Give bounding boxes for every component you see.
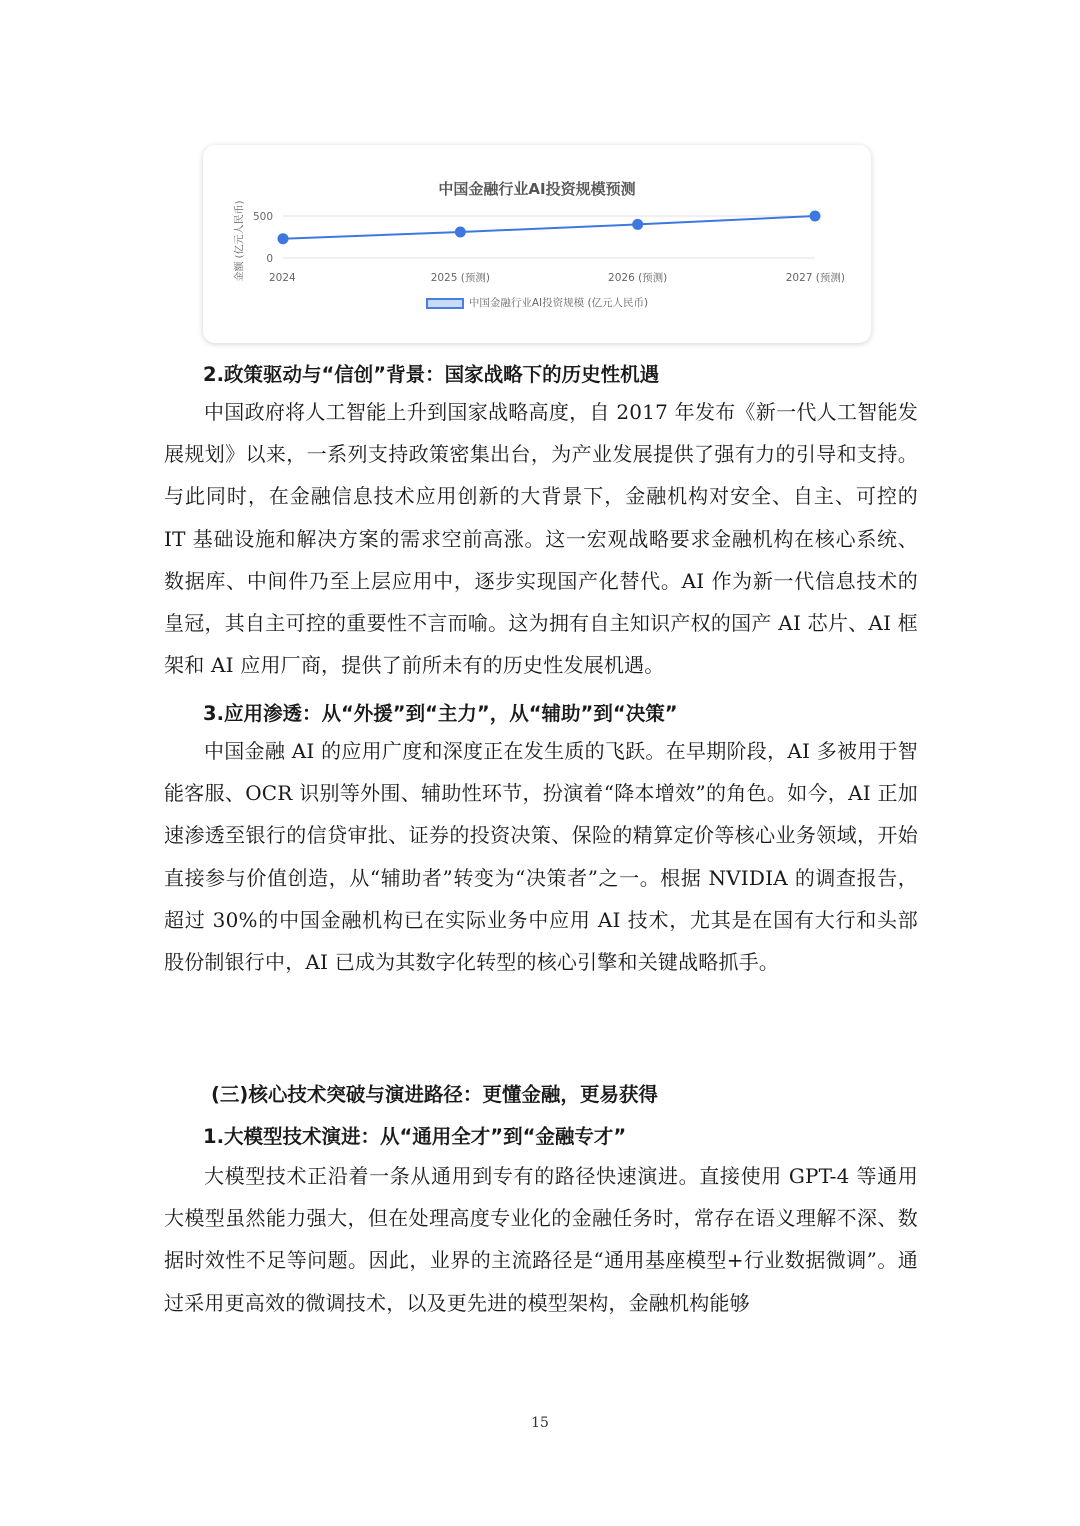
x-tick-label: 2026 (预测) <box>608 272 668 284</box>
page-number: 15 <box>531 1415 549 1431</box>
data-point <box>455 226 466 237</box>
chart-plot <box>203 145 871 343</box>
data-point <box>278 233 289 244</box>
y-tick-label: 500 <box>252 211 273 224</box>
x-tick-label: 2027 (预测) <box>785 272 845 284</box>
x-tick-label: 2025 (预测) <box>430 272 490 284</box>
paragraph-model-evolution: 大模型技术正沿着一条从通用到专有的路径快速演进。直接使用 GPT-4 等通用大模型虽然能力强大，但在处理高度专业化的金融任务时，常存在语义理解不深、数据时效性不足等问题。因此，业界的主流路径是“通用基座模型+行业数据微调”。通过采用更高效的微调技术，以及更先进的模型架构，金融机构能够 <box>164 1164 918 1315</box>
legend-label: 中国金融行业AI投资规模 (亿元人民币) <box>468 297 649 309</box>
series-line <box>283 216 815 239</box>
paragraph-policy: 中国政府将人工智能上升到国家战略高度，自 2017 年发布《新一代人工智能发展规划》以来，一系列支持政策密集出台，为产业发展提供了强有力的引导和支持。与此同时，在金融信息技术应用创新的大背景下，金融机构对安全、自主、可控的 IT 基础设施和解决方案的需求空前高涨。这一宏观战略要求金融机构在核心系统、数据库、中间件乃至上层应用中，逐步实现国产化替代。AI 作为新一代信息技术的皇冠，其自主可控的重要性不言而喻。这为拥有自主知识产权的国产 AI 芯片、AI 框架和 AI 应用厂商，提供了前所未有的历史性发展机遇。 <box>164 400 918 678</box>
chart-legend[interactable] <box>203 295 871 310</box>
heading-core-tech: (三)核心技术突破与演进路径：更懂金融，更易获得 <box>211 1083 658 1106</box>
chart-title: 中国金融行业AI投资规模预测 <box>438 180 636 198</box>
data-point <box>632 219 643 230</box>
data-point <box>810 211 821 222</box>
heading-application: 3.应用渗透：从“外援”到“主力”，从“辅助”到“决策” <box>203 702 678 725</box>
chart-card: 中国金融行业AI投资规模预测 金额 (亿元人民币) 0 500 2024 2025 (预测) 2026 (预测) 2027 (预测) 中国金融行业AI投资规模 (亿元人民币) <box>203 145 871 343</box>
x-tick-label: 2024 <box>269 272 296 284</box>
paragraph-application: 中国金融 AI 的应用广度和深度正在发生质的飞跃。在早期阶段，AI 多被用于智能客服、OCR 识别等外围、辅助性环节，扮演着“降本增效”的角色。如今，AI 正加速渗透至银行的信贷审批、证券的投资决策、保险的精算定价等核心业务领域，开始直接参与价值创造，从“辅助者”转变为“决策者”之一。根据 NVIDIA 的调查报告，超过 30%的中国金融机构已在实际业务中应用 AI 技术，尤其是在国有大行和头部股份制银行中，AI 已成为其数字化转型的核心引擎和关键战略抓手。 <box>164 739 918 975</box>
heading-model-evolution: 1.大模型技术演进：从“通用全才”到“金融专才” <box>203 1125 627 1148</box>
legend-swatch <box>426 298 464 309</box>
y-tick-label: 0 <box>266 253 273 265</box>
heading-policy: 2.政策驱动与“信创”背景：国家战略下的历史性机遇 <box>203 363 660 386</box>
